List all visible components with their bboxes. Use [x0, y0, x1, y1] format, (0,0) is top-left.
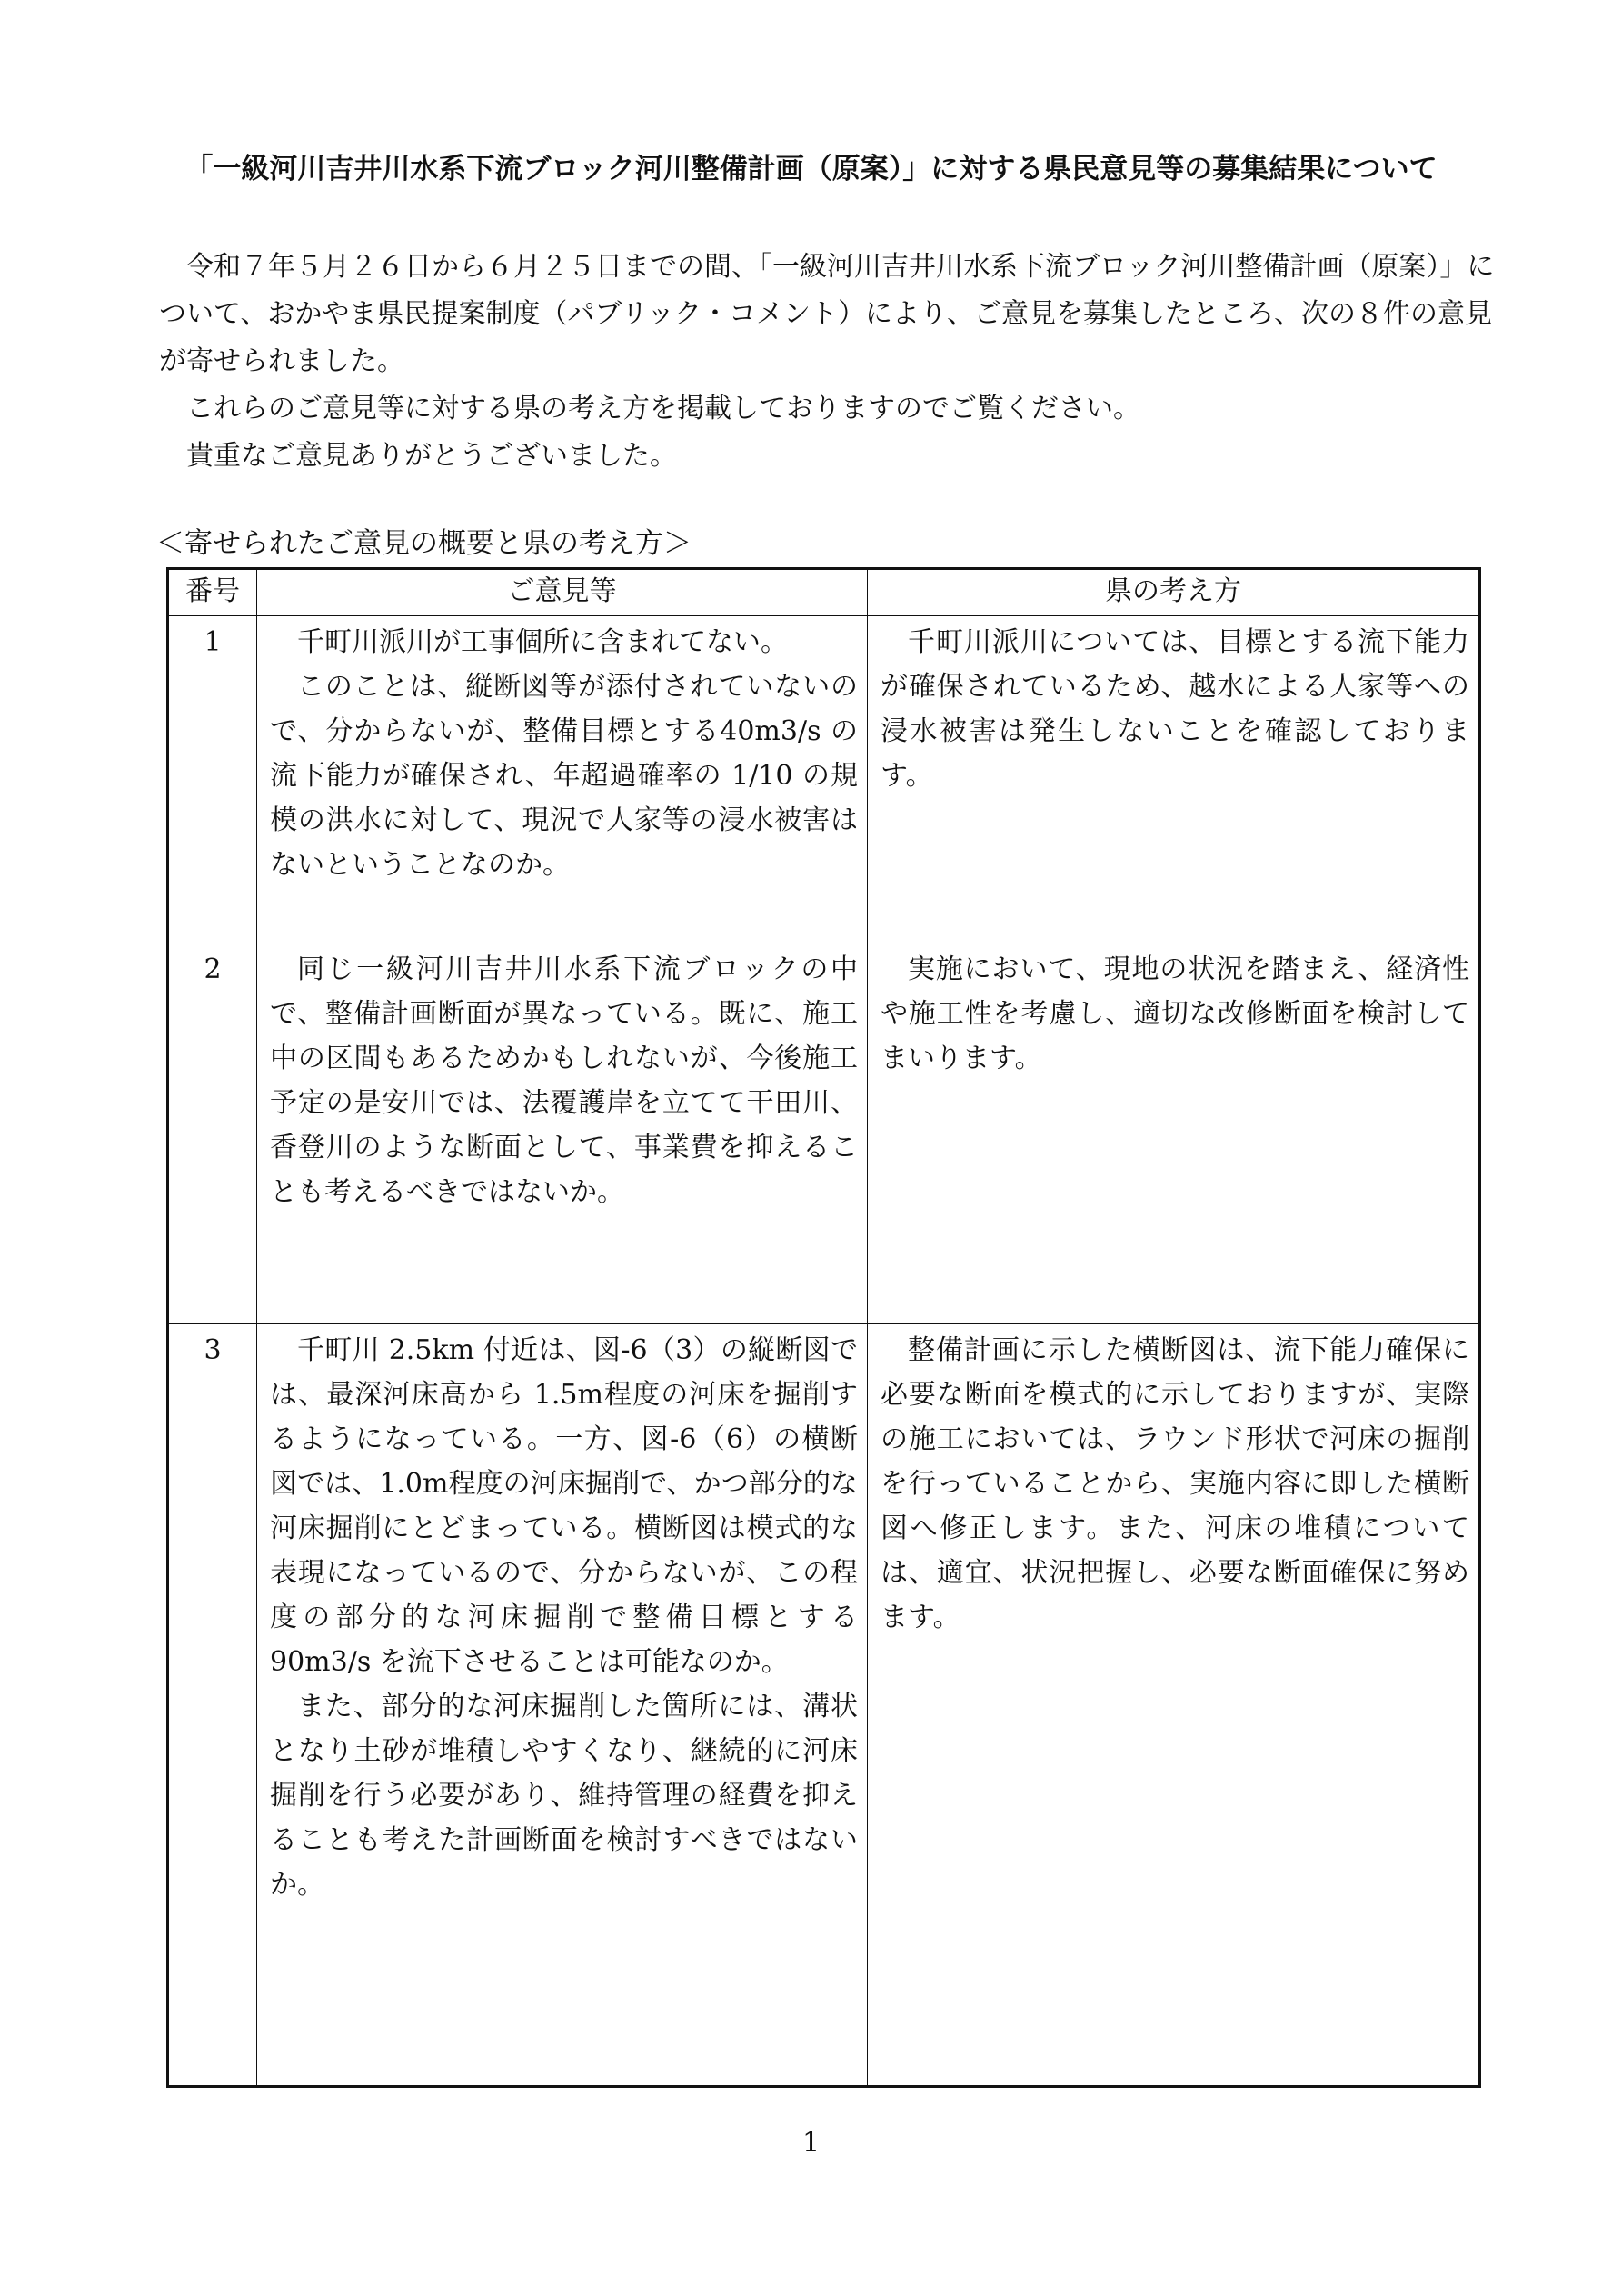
table-header-row: [168, 569, 1480, 616]
response-cell: [868, 943, 1480, 1324]
response-paragraph: 千町川派川については、目標とする流下能力が確保されているため、越水による人家等への浸水被害は発生しないことを確認しております。: [881, 626, 1469, 792]
opinion-paragraph: 同じ一級河川吉井川水系下流ブロックの中で、整備計画断面が異なっている。既に、施工中の区間もあるためかもしれないが、今後施工予定の是安川では、法覆護岸を立てて干田川、香登川のような断面として、事業費を抑えることも考えるべきではないか。: [270, 953, 858, 1208]
table-row: [168, 943, 1480, 1324]
intro-paragraph: 貴重なご意見ありがとうございました。: [186, 440, 677, 472]
header-opinion: ご意見等: [257, 569, 868, 616]
intro-paragraph: これらのご意見等に対する県の考え方を掲載しておりますのでご覧ください。: [186, 393, 1140, 424]
response-paragraph: 整備計画に示した横断図は、流下能力確保に必要な断面を模式的に示しておりますが、実際の施工においては、ラウンド形状で河床の掘削を行っていることから、実施内容に即した横断図へ修正します。また、河床の堆積については、適宜、状況把握し、必要な断面確保に努めます。: [881, 1334, 1469, 1633]
intro-paragraph: 令和７年５月２６日から６月２５日までの間、「一級河川吉井川水系下流ブロック河川整備計画（原案）」について、おかやま県民提案制度（パブリック・コメント）により、ご意見を募集したところ、次の８件の意見が寄せられました。: [159, 251, 1495, 377]
row-number: 1: [168, 616, 257, 943]
opinion-cell: [257, 1324, 868, 2087]
response-paragraph: 実施において、現地の状況を踏まえ、経済性や施工性を考慮し、適切な改修断面を検討してまいります。: [881, 953, 1469, 1074]
section-heading: ＜寄せられたご意見の概要と県の考え方＞: [156, 527, 692, 560]
opinion-paragraph: 千町川 2.5km 付近は、図-6（3）の縦断図では、最深河床高から 1.5m程度の河床を掘削するようになっている。一方、図-6（6）の横断図では、1.0m程度の河床掘削で、かつ部分的な河床掘削にとどまっている。横断図は模式的な表現になっているので、分からないが、この程度の部分的な河床掘削で整備目標とする 90m3/s を流下させることは可能なのか。: [270, 1334, 858, 1678]
opinion-cell: [257, 943, 868, 1324]
opinion-cell: [257, 616, 868, 943]
table-row: [168, 1324, 1480, 2087]
row-number: 3: [168, 1324, 257, 2087]
intro-text: [159, 244, 1495, 480]
opinions-table: [166, 567, 1481, 2088]
response-cell: [868, 1324, 1480, 2087]
opinion-paragraph: このことは、縦断図等が添付されていないので、分からないが、整備目標とする40m3/s の流下能力が確保され、年超過確率の 1/10 の規模の洪水に対して、現況で人家等の浸水被害はないということなのか。: [270, 671, 858, 881]
page-number: 1: [801, 2127, 821, 2159]
response-cell: [868, 616, 1480, 943]
opinion-paragraph: 千町川派川が工事個所に含まれてない。: [297, 626, 788, 658]
header-response: 県の考え方: [868, 569, 1480, 616]
table-row: [168, 616, 1480, 943]
header-number: 番号: [168, 569, 257, 616]
opinion-paragraph: また、部分的な河床掘削した箇所には、溝状となり土砂が堆積しやすくなり、継続的に河床掘削を行う必要があり、維持管理の経費を抑えることも考えた計画断面を検討すべきではないか。: [270, 1691, 858, 1901]
row-number: 2: [168, 943, 257, 1324]
document-title: 「一級河川吉井川水系下流ブロック河川整備計画（原案）」に対する県民意見等の募集結果について: [184, 153, 1438, 185]
